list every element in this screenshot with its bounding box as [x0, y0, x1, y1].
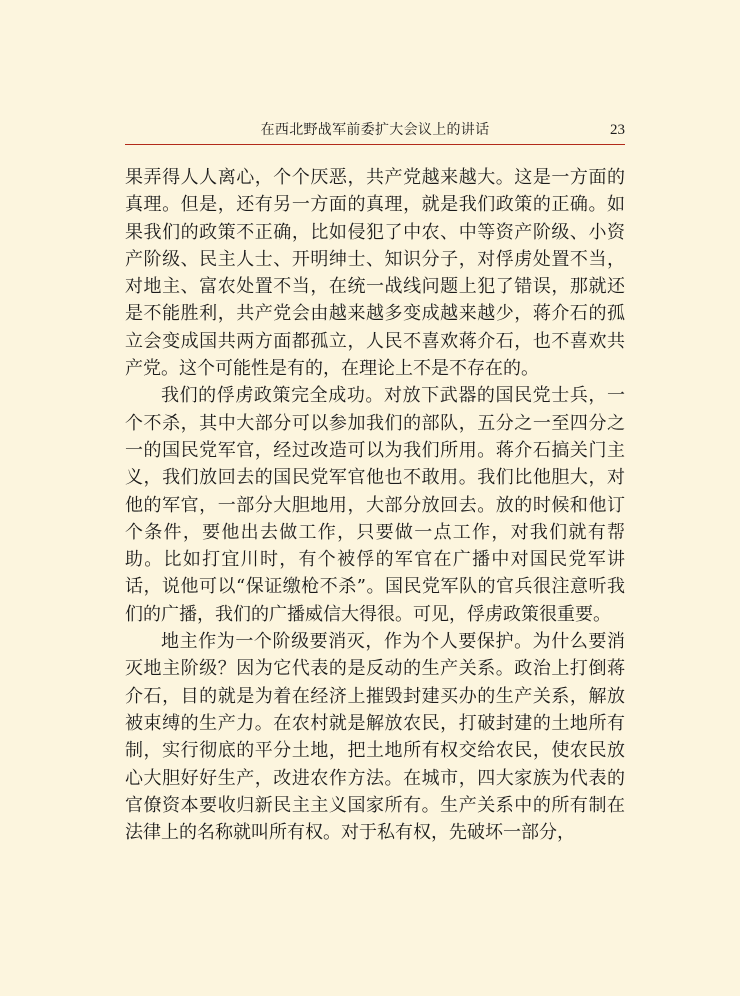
header-divider: [125, 144, 625, 145]
paragraph-prisoner-policy: 我们的俘虏政策完全成功。对放下武器的国民党士兵，一个不杀，其中大部分可以参加我们的部队，五分之一至四分之一的国民党军官，经过改造可以为我们所用。蒋介石搞关门主义，我们放回去的国民党军官他也不敢用。我们比他胆大，对他的军官，一部分大胆地用，大部分放回去。放的时候和他订个条件，要他出去做工作，只要做一点工作，对我们就有帮助。比如打宜川时，有个被俘的军官在广播中对国民党军讲话，说他可以“保证缴枪不杀”。国民党军队的官兵很注意听我们的广播，我们的广播威信大得很。可见，俘虏政策很重要。: [125, 385, 625, 625]
page-number: 23: [610, 122, 625, 138]
paragraph-landlord-class: 地主作为一个阶级要消灭，作为个人要保护。为什么要消灭地主阶级？因为它代表的是反动的生产关系。政治上打倒蒋介石，目的就是为着在经济上摧毁封建买办的生产关系，解放被束缚的生产力。在农村就是解放农民，打破封建的土地所有制，实行彻底的平分土地，把土地所有权交给农民，使农民放心大胆好好生产，改进农作方法。在城市，四大家族为代表的官僚资本要收归新民主主义国家所有。生产关系中的所有制在法律上的名称就叫所有权。对于私有权，先破坏一部分，: [125, 631, 625, 844]
running-header-title: 在西北野战军前委扩大会议上的讲话: [260, 122, 490, 138]
body-text: [125, 164, 625, 846]
running-header: [125, 120, 625, 142]
paragraph-continued: 果弄得人人离心，个个厌恶，共产党越来越大。这是一方面的真理。但是，还有另一方面的真理，就是我们政策的正确。如果我们的政策不正确，比如侵犯了中农、中等资产阶级、小资产阶级、民主人士、开明绅士、知识分子，对俘虏处置不当，对地主、富农处置不当，在统一战线问题上犯了错误，那就还是不能胜利，共产党会由越来越多变成越来越少，蒋介石的孤立会变成国共两方面都孤立，人民不喜欢蒋介石，也不喜欢共产党。这个可能性是有的，在理论上不是不存在的。: [125, 167, 625, 380]
